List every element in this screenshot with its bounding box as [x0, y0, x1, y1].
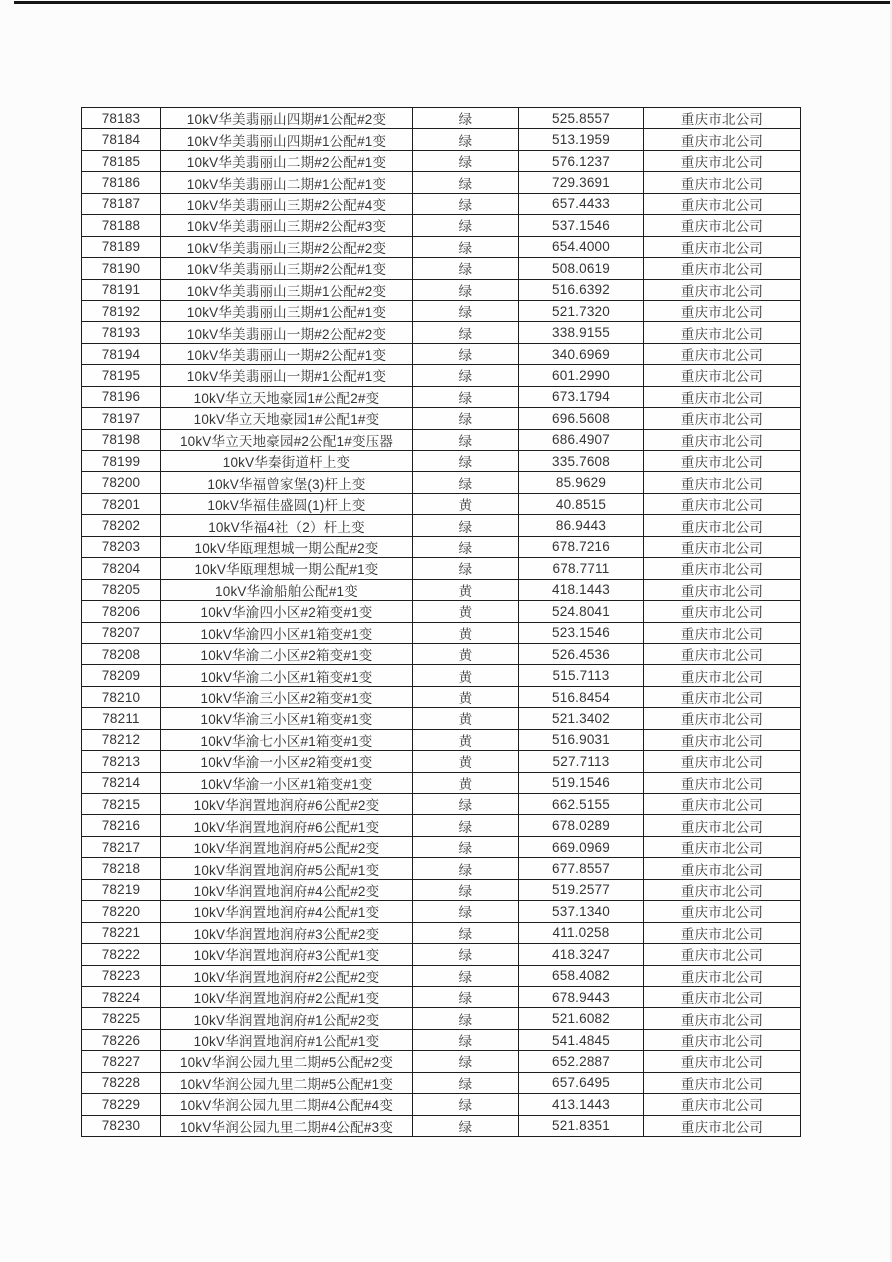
cell-status-color: 绿 — [413, 879, 519, 900]
cell-value: 85.9629 — [519, 472, 644, 493]
cell-value: 662.5155 — [519, 794, 644, 815]
cell-id: 78209 — [82, 665, 161, 686]
cell-value: 516.9031 — [519, 729, 644, 750]
cell-device-name: 10kV华美翡丽山二期#1公配#1变 — [161, 172, 413, 193]
cell-value: 516.8454 — [519, 686, 644, 707]
cell-company: 重庆市北公司 — [644, 215, 801, 236]
cell-company: 重庆市北公司 — [644, 279, 801, 300]
cell-device-name: 10kV华润置地润府#1公配#1变 — [161, 1029, 413, 1050]
cell-id: 78202 — [82, 515, 161, 536]
cell-value: 576.1237 — [519, 150, 644, 171]
cell-company: 重庆市北公司 — [644, 986, 801, 1007]
table-row — [82, 279, 801, 300]
table-row — [82, 193, 801, 214]
cell-company: 重庆市北公司 — [644, 258, 801, 279]
page-top-edge-line — [14, 1, 890, 4]
cell-status-color: 绿 — [413, 279, 519, 300]
cell-company: 重庆市北公司 — [644, 665, 801, 686]
cell-device-name: 10kV华渝二小区#1箱变#1变 — [161, 665, 413, 686]
cell-id: 78228 — [82, 1072, 161, 1093]
cell-company: 重庆市北公司 — [644, 922, 801, 943]
cell-status-color: 黄 — [413, 622, 519, 643]
cell-value: 652.2887 — [519, 1051, 644, 1072]
table-row — [82, 300, 801, 321]
cell-id: 78197 — [82, 408, 161, 429]
cell-device-name: 10kV华渝船舶公配#1变 — [161, 579, 413, 600]
cell-status-color: 绿 — [413, 558, 519, 579]
cell-value: 413.1443 — [519, 1094, 644, 1115]
cell-status-color: 绿 — [413, 1051, 519, 1072]
cell-device-name: 10kV华渝三小区#1箱变#1变 — [161, 708, 413, 729]
cell-company: 重庆市北公司 — [644, 944, 801, 965]
cell-status-color: 绿 — [413, 150, 519, 171]
cell-value: 526.4536 — [519, 643, 644, 664]
cell-id: 78196 — [82, 386, 161, 407]
cell-id: 78218 — [82, 858, 161, 879]
table-row — [82, 515, 801, 536]
cell-value: 677.8557 — [519, 858, 644, 879]
cell-id: 78217 — [82, 836, 161, 857]
cell-company: 重庆市北公司 — [644, 1072, 801, 1093]
cell-company: 重庆市北公司 — [644, 408, 801, 429]
table-row — [82, 472, 801, 493]
cell-company: 重庆市北公司 — [644, 300, 801, 321]
cell-company: 重庆市北公司 — [644, 643, 801, 664]
cell-value: 541.4845 — [519, 1029, 644, 1050]
cell-value: 678.0289 — [519, 815, 644, 836]
table-row — [82, 1094, 801, 1115]
cell-company: 重庆市北公司 — [644, 729, 801, 750]
cell-status-color: 绿 — [413, 1094, 519, 1115]
cell-value: 537.1546 — [519, 215, 644, 236]
cell-status-color: 绿 — [413, 365, 519, 386]
cell-id: 78219 — [82, 879, 161, 900]
cell-id: 78230 — [82, 1115, 161, 1136]
table-row — [82, 729, 801, 750]
cell-status-color: 绿 — [413, 300, 519, 321]
cell-device-name: 10kV华美翡丽山四期#1公配#2变 — [161, 108, 413, 129]
cell-device-name: 10kV华美翡丽山三期#2公配#2变 — [161, 236, 413, 257]
cell-status-color: 黄 — [413, 579, 519, 600]
cell-company: 重庆市北公司 — [644, 493, 801, 514]
cell-company: 重庆市北公司 — [644, 686, 801, 707]
table-row — [82, 172, 801, 193]
table-row — [82, 901, 801, 922]
table-row — [82, 386, 801, 407]
table-row — [82, 108, 801, 129]
table-body — [82, 108, 801, 1137]
cell-value: 527.7113 — [519, 751, 644, 772]
cell-id: 78223 — [82, 965, 161, 986]
cell-id: 78206 — [82, 601, 161, 622]
cell-id: 78184 — [82, 129, 161, 150]
cell-id: 78194 — [82, 343, 161, 364]
cell-value: 678.7711 — [519, 558, 644, 579]
cell-device-name: 10kV华美翡丽山三期#2公配#4变 — [161, 193, 413, 214]
cell-device-name: 10kV华美翡丽山一期#2公配#2变 — [161, 322, 413, 343]
cell-device-name: 10kV华瓯理想城一期公配#2变 — [161, 536, 413, 557]
cell-id: 78193 — [82, 322, 161, 343]
cell-id: 78203 — [82, 536, 161, 557]
cell-value: 86.9443 — [519, 515, 644, 536]
cell-id: 78183 — [82, 108, 161, 129]
cell-status-color: 绿 — [413, 258, 519, 279]
cell-value: 521.3402 — [519, 708, 644, 729]
cell-device-name: 10kV华渝一小区#1箱变#1变 — [161, 772, 413, 793]
cell-id: 78226 — [82, 1029, 161, 1050]
table-row — [82, 986, 801, 1007]
cell-status-color: 黄 — [413, 708, 519, 729]
table-row — [82, 1029, 801, 1050]
cell-id: 78212 — [82, 729, 161, 750]
cell-value: 40.8515 — [519, 493, 644, 514]
table-row — [82, 1115, 801, 1136]
table-row — [82, 708, 801, 729]
cell-value: 524.8041 — [519, 601, 644, 622]
cell-value: 521.6082 — [519, 1008, 644, 1029]
cell-value: 521.7320 — [519, 300, 644, 321]
cell-status-color: 绿 — [413, 172, 519, 193]
cell-id: 78191 — [82, 279, 161, 300]
cell-company: 重庆市北公司 — [644, 365, 801, 386]
cell-status-color: 绿 — [413, 922, 519, 943]
cell-device-name: 10kV华润置地润府#2公配#1变 — [161, 986, 413, 1007]
cell-id: 78200 — [82, 472, 161, 493]
cell-device-name: 10kV华润公园九里二期#4公配#4变 — [161, 1094, 413, 1115]
cell-value: 669.0969 — [519, 836, 644, 857]
cell-value: 521.8351 — [519, 1115, 644, 1136]
cell-device-name: 10kV华美翡丽山三期#2公配#3变 — [161, 215, 413, 236]
table-row — [82, 365, 801, 386]
cell-value: 508.0619 — [519, 258, 644, 279]
cell-value: 418.3247 — [519, 944, 644, 965]
table-row — [82, 1072, 801, 1093]
cell-id: 78190 — [82, 258, 161, 279]
cell-device-name: 10kV华渝四小区#2箱变#1变 — [161, 601, 413, 622]
cell-device-name: 10kV华美翡丽山四期#1公配#1变 — [161, 129, 413, 150]
cell-status-color: 黄 — [413, 751, 519, 772]
table-row — [82, 493, 801, 514]
cell-device-name: 10kV华润置地润府#3公配#2变 — [161, 922, 413, 943]
cell-device-name: 10kV华立天地豪园#2公配1#变压器 — [161, 429, 413, 450]
cell-value: 696.5608 — [519, 408, 644, 429]
cell-company: 重庆市北公司 — [644, 879, 801, 900]
cell-device-name: 10kV华渝七小区#1箱变#1变 — [161, 729, 413, 750]
table-row — [82, 794, 801, 815]
cell-company: 重庆市北公司 — [644, 1008, 801, 1029]
cell-company: 重庆市北公司 — [644, 751, 801, 772]
cell-id: 78195 — [82, 365, 161, 386]
cell-value: 658.4082 — [519, 965, 644, 986]
cell-device-name: 10kV华渝一小区#2箱变#1变 — [161, 751, 413, 772]
cell-status-color: 绿 — [413, 322, 519, 343]
cell-id: 78215 — [82, 794, 161, 815]
cell-status-color: 绿 — [413, 515, 519, 536]
cell-id: 78208 — [82, 643, 161, 664]
cell-status-color: 绿 — [413, 129, 519, 150]
table-row — [82, 815, 801, 836]
cell-company: 重庆市北公司 — [644, 622, 801, 643]
cell-status-color: 绿 — [413, 408, 519, 429]
cell-id: 78198 — [82, 429, 161, 450]
cell-status-color: 绿 — [413, 858, 519, 879]
cell-company: 重庆市北公司 — [644, 815, 801, 836]
table-row — [82, 215, 801, 236]
cell-value: 418.1443 — [519, 579, 644, 600]
cell-value: 513.1959 — [519, 129, 644, 150]
cell-company: 重庆市北公司 — [644, 343, 801, 364]
cell-company: 重庆市北公司 — [644, 1029, 801, 1050]
cell-company: 重庆市北公司 — [644, 386, 801, 407]
table-row — [82, 601, 801, 622]
cell-value: 657.4433 — [519, 193, 644, 214]
cell-value: 729.3691 — [519, 172, 644, 193]
cell-company: 重庆市北公司 — [644, 236, 801, 257]
cell-device-name: 10kV华美翡丽山一期#1公配#1变 — [161, 365, 413, 386]
cell-device-name: 10kV华润置地润府#6公配#1变 — [161, 815, 413, 836]
cell-device-name: 10kV华美翡丽山三期#1公配#1变 — [161, 300, 413, 321]
cell-value: 335.7608 — [519, 451, 644, 472]
table-row — [82, 322, 801, 343]
cell-status-color: 绿 — [413, 108, 519, 129]
table-row — [82, 429, 801, 450]
cell-status-color: 绿 — [413, 901, 519, 922]
cell-status-color: 绿 — [413, 986, 519, 1007]
table-container — [81, 107, 801, 1137]
cell-value: 601.2990 — [519, 365, 644, 386]
cell-id: 78222 — [82, 944, 161, 965]
cell-id: 78199 — [82, 451, 161, 472]
cell-company: 重庆市北公司 — [644, 965, 801, 986]
cell-value: 515.7113 — [519, 665, 644, 686]
cell-value: 678.9443 — [519, 986, 644, 1007]
cell-device-name: 10kV华渝四小区#1箱变#1变 — [161, 622, 413, 643]
cell-device-name: 10kV华渝三小区#2箱变#1变 — [161, 686, 413, 707]
cell-status-color: 黄 — [413, 493, 519, 514]
cell-company: 重庆市北公司 — [644, 193, 801, 214]
cell-id: 78220 — [82, 901, 161, 922]
cell-company: 重庆市北公司 — [644, 901, 801, 922]
cell-status-color: 绿 — [413, 1008, 519, 1029]
cell-value: 525.8557 — [519, 108, 644, 129]
cell-status-color: 绿 — [413, 386, 519, 407]
cell-status-color: 黄 — [413, 772, 519, 793]
cell-id: 78225 — [82, 1008, 161, 1029]
cell-status-color: 绿 — [413, 215, 519, 236]
data-table — [81, 107, 801, 1137]
table-row — [82, 1051, 801, 1072]
cell-value: 654.4000 — [519, 236, 644, 257]
cell-company: 重庆市北公司 — [644, 322, 801, 343]
cell-device-name: 10kV华福4社（2）杆上变 — [161, 515, 413, 536]
cell-device-name: 10kV华润置地润府#2公配#2变 — [161, 965, 413, 986]
table-row — [82, 129, 801, 150]
table-row — [82, 751, 801, 772]
cell-status-color: 绿 — [413, 193, 519, 214]
cell-id: 78216 — [82, 815, 161, 836]
cell-device-name: 10kV华润置地润府#4公配#2变 — [161, 879, 413, 900]
cell-device-name: 10kV华润置地润府#6公配#2变 — [161, 794, 413, 815]
cell-id: 78227 — [82, 1051, 161, 1072]
table-row — [82, 1008, 801, 1029]
table-row — [82, 879, 801, 900]
table-row — [82, 408, 801, 429]
cell-status-color: 黄 — [413, 601, 519, 622]
cell-company: 重庆市北公司 — [644, 772, 801, 793]
table-row — [82, 558, 801, 579]
cell-value: 338.9155 — [519, 322, 644, 343]
cell-id: 78214 — [82, 772, 161, 793]
cell-status-color: 绿 — [413, 343, 519, 364]
cell-id: 78213 — [82, 751, 161, 772]
cell-device-name: 10kV华立天地豪园1#公配1#变 — [161, 408, 413, 429]
cell-status-color: 绿 — [413, 1029, 519, 1050]
cell-status-color: 绿 — [413, 451, 519, 472]
cell-status-color: 绿 — [413, 794, 519, 815]
cell-company: 重庆市北公司 — [644, 708, 801, 729]
cell-id: 78185 — [82, 150, 161, 171]
cell-value: 519.2577 — [519, 879, 644, 900]
cell-value: 537.1340 — [519, 901, 644, 922]
cell-id: 78192 — [82, 300, 161, 321]
cell-company: 重庆市北公司 — [644, 836, 801, 857]
cell-device-name: 10kV华瓯理想城一期公配#1变 — [161, 558, 413, 579]
cell-value: 340.6969 — [519, 343, 644, 364]
cell-id: 78188 — [82, 215, 161, 236]
cell-device-name: 10kV华润置地润府#1公配#2变 — [161, 1008, 413, 1029]
cell-device-name: 10kV华福曾家堡(3)杆上变 — [161, 472, 413, 493]
cell-company: 重庆市北公司 — [644, 150, 801, 171]
table-row — [82, 665, 801, 686]
table-row — [82, 836, 801, 857]
cell-status-color: 黄 — [413, 686, 519, 707]
cell-status-color: 绿 — [413, 429, 519, 450]
cell-device-name: 10kV华润置地润府#5公配#1变 — [161, 858, 413, 879]
cell-id: 78189 — [82, 236, 161, 257]
cell-company: 重庆市北公司 — [644, 515, 801, 536]
cell-device-name: 10kV华美翡丽山一期#2公配#1变 — [161, 343, 413, 364]
table-row — [82, 236, 801, 257]
cell-device-name: 10kV华秦街道杆上变 — [161, 451, 413, 472]
cell-device-name: 10kV华立天地豪园1#公配2#变 — [161, 386, 413, 407]
cell-device-name: 10kV华润置地润府#3公配#1变 — [161, 944, 413, 965]
cell-company: 重庆市北公司 — [644, 601, 801, 622]
table-row — [82, 772, 801, 793]
cell-status-color: 绿 — [413, 1072, 519, 1093]
cell-device-name: 10kV华福佳盛圆(1)杆上变 — [161, 493, 413, 514]
cell-id: 78186 — [82, 172, 161, 193]
table-row — [82, 858, 801, 879]
cell-value: 673.1794 — [519, 386, 644, 407]
cell-company: 重庆市北公司 — [644, 451, 801, 472]
cell-value: 516.6392 — [519, 279, 644, 300]
cell-device-name: 10kV华润置地润府#5公配#2变 — [161, 836, 413, 857]
cell-status-color: 绿 — [413, 944, 519, 965]
table-row — [82, 451, 801, 472]
cell-id: 78204 — [82, 558, 161, 579]
table-row — [82, 536, 801, 557]
cell-id: 78205 — [82, 579, 161, 600]
cell-device-name: 10kV华美翡丽山三期#2公配#1变 — [161, 258, 413, 279]
cell-company: 重庆市北公司 — [644, 129, 801, 150]
cell-value: 411.0258 — [519, 922, 644, 943]
cell-value: 519.1546 — [519, 772, 644, 793]
table-row — [82, 686, 801, 707]
cell-status-color: 黄 — [413, 643, 519, 664]
cell-status-color: 黄 — [413, 729, 519, 750]
cell-value: 678.7216 — [519, 536, 644, 557]
table-row — [82, 643, 801, 664]
cell-id: 78224 — [82, 986, 161, 1007]
cell-company: 重庆市北公司 — [644, 536, 801, 557]
cell-company: 重庆市北公司 — [644, 1094, 801, 1115]
cell-status-color: 绿 — [413, 236, 519, 257]
cell-device-name: 10kV华润置地润府#4公配#1变 — [161, 901, 413, 922]
cell-status-color: 绿 — [413, 815, 519, 836]
cell-company: 重庆市北公司 — [644, 172, 801, 193]
table-row — [82, 579, 801, 600]
cell-company: 重庆市北公司 — [644, 579, 801, 600]
cell-company: 重庆市北公司 — [644, 858, 801, 879]
cell-status-color: 黄 — [413, 665, 519, 686]
cell-status-color: 绿 — [413, 965, 519, 986]
cell-id: 78229 — [82, 1094, 161, 1115]
cell-device-name: 10kV华润公园九里二期#5公配#1变 — [161, 1072, 413, 1093]
table-row — [82, 965, 801, 986]
cell-value: 686.4907 — [519, 429, 644, 450]
cell-id: 78210 — [82, 686, 161, 707]
cell-status-color: 绿 — [413, 536, 519, 557]
cell-device-name: 10kV华润公园九里二期#5公配#2变 — [161, 1051, 413, 1072]
cell-value: 523.1546 — [519, 622, 644, 643]
cell-id: 78207 — [82, 622, 161, 643]
cell-status-color: 绿 — [413, 836, 519, 857]
table-row — [82, 150, 801, 171]
cell-device-name: 10kV华润公园九里二期#4公配#3变 — [161, 1115, 413, 1136]
cell-company: 重庆市北公司 — [644, 429, 801, 450]
cell-id: 78221 — [82, 922, 161, 943]
cell-device-name: 10kV华渝二小区#2箱变#1变 — [161, 643, 413, 664]
cell-company: 重庆市北公司 — [644, 472, 801, 493]
cell-id: 78211 — [82, 708, 161, 729]
cell-company: 重庆市北公司 — [644, 794, 801, 815]
cell-company: 重庆市北公司 — [644, 558, 801, 579]
table-row — [82, 622, 801, 643]
cell-value: 657.6495 — [519, 1072, 644, 1093]
cell-status-color: 绿 — [413, 1115, 519, 1136]
cell-company: 重庆市北公司 — [644, 1115, 801, 1136]
cell-device-name: 10kV华美翡丽山三期#1公配#2变 — [161, 279, 413, 300]
cell-company: 重庆市北公司 — [644, 108, 801, 129]
cell-id: 78187 — [82, 193, 161, 214]
table-row — [82, 258, 801, 279]
cell-status-color: 绿 — [413, 472, 519, 493]
cell-company: 重庆市北公司 — [644, 1051, 801, 1072]
table-row — [82, 922, 801, 943]
table-row — [82, 944, 801, 965]
table-row — [82, 343, 801, 364]
cell-device-name: 10kV华美翡丽山二期#2公配#1变 — [161, 150, 413, 171]
cell-id: 78201 — [82, 493, 161, 514]
